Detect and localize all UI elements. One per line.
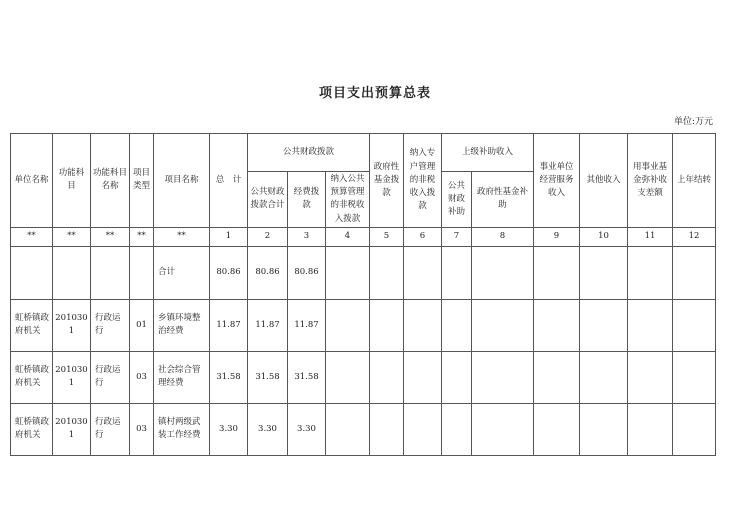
row-unit: 虹桥镇政府机关 bbox=[11, 403, 53, 455]
row-pf-expense: 11.87 bbox=[288, 299, 326, 351]
header-pf-subtotal: 公共财政拨款合计 bbox=[248, 172, 288, 228]
row-name: 社会综合管理经费 bbox=[154, 351, 210, 403]
row-total: 31.58 bbox=[210, 351, 248, 403]
total-total: 80.86 bbox=[210, 246, 248, 299]
header-upper-subsidy: 上级补助收入 bbox=[442, 134, 534, 172]
table-row bbox=[11, 299, 716, 351]
row-type: 03 bbox=[130, 351, 154, 403]
total-pf-subtotal: 80.86 bbox=[248, 246, 288, 299]
row-pf-subtotal: 11.87 bbox=[248, 299, 288, 351]
col-number: ** bbox=[53, 227, 91, 246]
col-number: 5 bbox=[370, 227, 404, 246]
row-func-name: 行政运行 bbox=[91, 299, 130, 351]
row-code: 2010301 bbox=[53, 351, 91, 403]
total-pf-expense: 80.86 bbox=[288, 246, 326, 299]
header-fund-fill: 用事业基金弥补收支差额 bbox=[628, 134, 673, 228]
header-proj-type: 项目类型 bbox=[130, 134, 154, 228]
row-code: 2010301 bbox=[53, 403, 91, 455]
table-row bbox=[11, 351, 716, 403]
column-number-row bbox=[11, 227, 716, 246]
header-unit-name: 单位名称 bbox=[11, 134, 53, 228]
col-number: 7 bbox=[442, 227, 472, 246]
header-pf-nontax: 纳入公共预算管理的非税收入拨款 bbox=[326, 172, 370, 228]
row-func-name: 行政运行 bbox=[91, 403, 130, 455]
col-number: 2 bbox=[248, 227, 288, 246]
total-label: 合计 bbox=[154, 246, 210, 299]
header-special-nontax: 纳入专户管理的非税收入拨款 bbox=[404, 134, 442, 228]
header-carryover: 上年结转 bbox=[673, 134, 716, 228]
col-number: ** bbox=[130, 227, 154, 246]
header-proj-name: 项目名称 bbox=[154, 134, 210, 228]
col-number: 11 bbox=[628, 227, 673, 246]
row-code: 2010301 bbox=[53, 299, 91, 351]
col-number: 12 bbox=[673, 227, 716, 246]
col-number: 1 bbox=[210, 227, 248, 246]
row-pf-expense: 3.30 bbox=[288, 403, 326, 455]
header-row-1 bbox=[11, 134, 716, 172]
header-us-public: 公共财政补助 bbox=[442, 172, 472, 228]
page-title: 项目支出预算总表 bbox=[318, 86, 431, 101]
row-total: 11.87 bbox=[210, 299, 248, 351]
header-other-income: 其他收入 bbox=[580, 134, 628, 228]
header-gov-fund: 政府性基金拨款 bbox=[370, 134, 404, 228]
col-number: ** bbox=[154, 227, 210, 246]
col-number: 10 bbox=[580, 227, 628, 246]
header-business-income: 事业单位经营服务收入 bbox=[534, 134, 580, 228]
col-number: 8 bbox=[472, 227, 534, 246]
row-pf-subtotal: 3.30 bbox=[248, 403, 288, 455]
header-func-name: 功能科目名称 bbox=[91, 134, 130, 228]
col-number: ** bbox=[11, 227, 53, 246]
row-name: 乡镇环境整治经费 bbox=[154, 299, 210, 351]
row-total: 3.30 bbox=[210, 403, 248, 455]
header-public-fiscal: 公共财政拨款 bbox=[248, 134, 370, 172]
row-unit: 虹桥镇政府机关 bbox=[11, 351, 53, 403]
header-total: 总 计 bbox=[210, 134, 248, 228]
header-func-code: 功能科目 bbox=[53, 134, 91, 228]
row-func-name: 行政运行 bbox=[91, 351, 130, 403]
row-type: 01 bbox=[130, 299, 154, 351]
col-number: 3 bbox=[288, 227, 326, 246]
budget-table bbox=[10, 133, 716, 456]
total-row bbox=[11, 246, 716, 299]
unit-label: 单位:万元 bbox=[673, 117, 713, 127]
row-unit: 虹桥镇政府机关 bbox=[11, 299, 53, 351]
row-type: 03 bbox=[130, 403, 154, 455]
table-row bbox=[11, 403, 716, 455]
row-pf-subtotal: 31.58 bbox=[248, 351, 288, 403]
row-pf-expense: 31.58 bbox=[288, 351, 326, 403]
col-number: 6 bbox=[404, 227, 442, 246]
row-name: 镇村两级武装工作经费 bbox=[154, 403, 210, 455]
header-us-gov-fund: 政府性基金补助 bbox=[472, 172, 534, 228]
col-number: ** bbox=[91, 227, 130, 246]
col-number: 4 bbox=[326, 227, 370, 246]
col-number: 9 bbox=[534, 227, 580, 246]
header-pf-expense: 经费拨款 bbox=[288, 172, 326, 228]
